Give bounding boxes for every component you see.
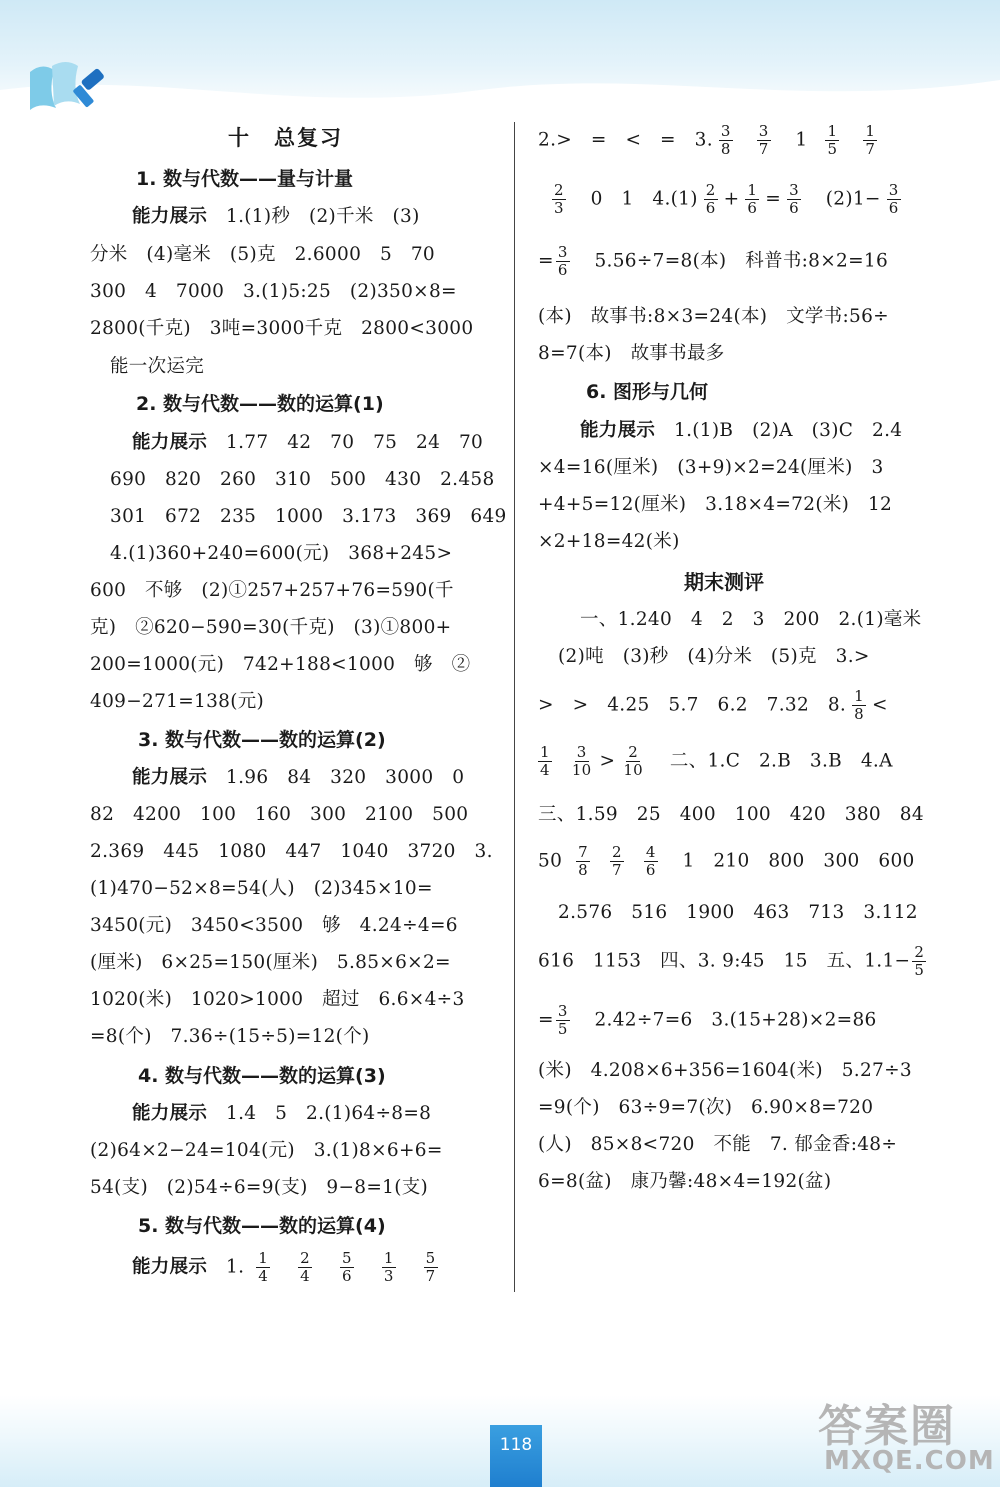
answer-line: 分米 (4)毫米 (5)克 2.6000 5 70 bbox=[90, 244, 435, 265]
ability-label: 能力展示 bbox=[132, 206, 208, 227]
answer-line: 3450(元) 3450<3500 够 4.24÷4=6 bbox=[90, 915, 458, 936]
answer-line: $\frac{2}{3}$ 0 1 4.(1) $\frac{2}{6}$ + $\frac{1}{6}$ = $\frac{3}{6}$ (2)1− $\frac{3}{6}$ bbox=[554, 181, 899, 217]
fraction: $\frac{1}{5}$ bbox=[827, 122, 838, 158]
answer-line: 200=1000(元) 742+188<1000 够 ② bbox=[90, 654, 471, 675]
answer-line: 2.> = < = 3. $\frac{3}{8}$ $\frac{3}{7}$ 1 $\frac{1}{5}$ $\frac{1}{7}$ bbox=[538, 122, 876, 158]
answer-line: 8=7(本) 故事书最多 bbox=[538, 343, 725, 364]
answer-line: 690 820 260 310 500 430 2.458 bbox=[110, 469, 495, 490]
ability-label: 能力展示 bbox=[580, 420, 656, 441]
fraction: $\frac{2}{10}$ bbox=[623, 743, 644, 779]
answer-line: (本) 故事书:8×3=24(本) 文学书:56÷ bbox=[538, 306, 889, 327]
answer-line: 能一次运完 bbox=[110, 356, 205, 377]
answer-line: 616 1153 四、3. 9:45 15 五、1.1− $\frac{2}{5}$ bbox=[538, 943, 925, 979]
answer-line: 三、1.59 25 400 100 420 380 84 bbox=[538, 804, 924, 825]
watermark-text: 答案圈 bbox=[818, 1401, 956, 1452]
answer-line: 600 不够 (2)①257+257+76=590(千 bbox=[90, 580, 454, 601]
fraction: $\frac{5}{6}$ bbox=[341, 1249, 352, 1285]
answer-line: 1020(米) 1020>1000 超过 6.6×4÷3 bbox=[90, 989, 465, 1010]
answer-line: 2.369 445 1080 447 1040 3720 3. bbox=[90, 841, 493, 862]
exam-title: 期末测评 bbox=[684, 570, 764, 594]
ability-label: 能力展示 bbox=[132, 1103, 208, 1124]
fraction: $\frac{2}{3}$ bbox=[554, 181, 564, 217]
answer-text: 1.(1)B (2)A (3)C 2.4 bbox=[674, 420, 903, 441]
answer-line bbox=[132, 1099, 431, 1125]
answer-line: 50 $\frac{7}{8}$ $\frac{2}{7}$ $\frac{4}{6}$ 1 210 800 300 600 bbox=[538, 843, 915, 879]
answer-line: (人) 85×8<720 不能 7. 郁金香:48÷ bbox=[538, 1134, 898, 1155]
answer-line: (1)470−52×8=54(人) (2)345×10= bbox=[90, 878, 433, 899]
page-number: 118 bbox=[490, 1425, 542, 1487]
answer-line: (厘米) 6×25=150(厘米) 5.85×6×2= bbox=[90, 952, 451, 973]
answer-line: +4+5=12(厘米) 3.18×4=72(米) 12 bbox=[538, 494, 893, 515]
ability-label: 能力展示 bbox=[132, 1256, 208, 1278]
fraction: $\frac{3}{10}$ bbox=[571, 743, 592, 779]
answer-line: 克) ②620−590=30(千克) (3)①800+ bbox=[90, 617, 452, 638]
answer-line: > > 4.25 5.7 6.2 7.32 8. $\frac{1}{8}$ < bbox=[538, 687, 888, 723]
fraction: $\frac{1}{4}$ bbox=[540, 743, 550, 779]
ability-label: 能力展示 bbox=[132, 767, 208, 788]
answer-line bbox=[580, 416, 902, 442]
answer-line bbox=[132, 1250, 444, 1285]
answer-line: 6=8(盆) 康乃馨:48×4=192(盆) bbox=[538, 1171, 832, 1192]
answer-line: 82 4200 100 160 300 2100 500 bbox=[90, 804, 469, 825]
answer-text: 1.(1)秒 (2)千米 (3) bbox=[226, 206, 420, 227]
answer-line: (2)64×2−24=104(元) 3.(1)8×6+6= bbox=[90, 1140, 443, 1161]
fraction: $\frac{5}{7}$ bbox=[425, 1249, 436, 1285]
fraction: $\frac{1}{6}$ bbox=[747, 181, 758, 217]
answer-line: = $\frac{3}{5}$ 2.42÷7=6 3.(15+28)×2=86 bbox=[538, 1002, 877, 1038]
section-title: 3. 数与代数——数的运算(2) bbox=[138, 729, 386, 751]
fraction: $\frac{3}{7}$ bbox=[758, 122, 769, 158]
fraction: $\frac{2}{4}$ bbox=[300, 1249, 310, 1285]
section-title: 6. 图形与几何 bbox=[586, 381, 709, 403]
answer-line: 409−271=138(元) bbox=[90, 691, 265, 712]
answer-line: 2.576 516 1900 463 713 3.112 bbox=[558, 902, 918, 923]
answer-line: 300 4 7000 3.(1)5:25 (2)350×8= bbox=[90, 281, 457, 302]
fraction: $\frac{7}{8}$ bbox=[578, 843, 588, 879]
main-title: 十 总复习 bbox=[228, 126, 343, 150]
answer-line: ×2+18=42(米) bbox=[538, 531, 680, 552]
watermark-logo bbox=[818, 1390, 993, 1482]
section-title: 4. 数与代数——数的运算(3) bbox=[138, 1065, 386, 1087]
fraction: $\frac{1}{7}$ bbox=[865, 122, 876, 158]
fraction: $\frac{3}{6}$ bbox=[888, 181, 899, 217]
answer-line: 4.(1)360+240=600(元) 368+245> bbox=[110, 543, 453, 564]
fraction: $\frac{3}{6}$ bbox=[557, 243, 568, 279]
fraction: $\frac{3}{6}$ bbox=[789, 181, 799, 217]
answer-line: 一、1.240 4 2 3 200 2.(1)毫米 bbox=[580, 609, 922, 630]
section-title: 5. 数与代数——数的运算(4) bbox=[138, 1215, 386, 1237]
answer-line bbox=[132, 428, 483, 454]
answer-text: 1.96 84 320 3000 0 bbox=[226, 767, 465, 788]
header-wave-decoration bbox=[0, 60, 1000, 130]
answer-line bbox=[132, 202, 420, 228]
answer-line: $\frac{1}{4}$ $\frac{3}{10}$ > $\frac{2}{10}$ 二、1.C 2.B 3.B 4.A bbox=[540, 743, 893, 779]
answer-line: =8(个) 7.36÷(15÷5)=12(个) bbox=[90, 1026, 370, 1047]
answer-line: =9(个) 63÷9=7(次) 6.90×8=720 bbox=[538, 1097, 874, 1118]
fraction: $\frac{1}{3}$ bbox=[383, 1249, 394, 1285]
answer-line: = $\frac{3}{6}$ 5.56÷7=8(本) 科普书:8×2=16 bbox=[538, 243, 889, 279]
fraction: $\frac{2}{6}$ bbox=[705, 181, 716, 217]
answer-line: 2800(千克) 3吨=3000千克 2800<3000 bbox=[90, 318, 474, 339]
fraction: $\frac{1}{8}$ bbox=[854, 687, 864, 723]
answer-text: 1. bbox=[226, 1256, 245, 1278]
answer-line: 301 672 235 1000 3.173 369 649 bbox=[110, 506, 507, 527]
answer-text: 1.77 42 70 75 24 70 bbox=[226, 432, 484, 453]
fraction: $\frac{4}{6}$ bbox=[645, 843, 656, 879]
fraction: $\frac{3}{5}$ bbox=[557, 1002, 568, 1038]
fraction: $\frac{2}{7}$ bbox=[611, 843, 622, 879]
fraction: $\frac{1}{4}$ bbox=[258, 1249, 269, 1285]
ability-label: 能力展示 bbox=[132, 432, 208, 453]
section-title: 1. 数与代数——量与计量 bbox=[136, 168, 354, 190]
answer-text: 1.4 5 2.(1)64÷8=8 bbox=[226, 1103, 432, 1124]
answer-line: ×4=16(厘米) (3+9)×2=24(厘米) 3 bbox=[538, 457, 884, 478]
answer-line bbox=[132, 763, 464, 789]
column-divider bbox=[514, 122, 515, 1292]
book-logo-icon bbox=[22, 52, 112, 122]
fraction: $\frac{3}{8}$ bbox=[720, 122, 731, 158]
answer-line: (米) 4.208×6+356=1604(米) 5.27÷3 bbox=[538, 1060, 912, 1081]
fraction: $\frac{2}{5}$ bbox=[914, 943, 925, 979]
answer-line: 54(支) (2)54÷6=9(支) 9−8=1(支) bbox=[90, 1177, 429, 1198]
watermark-url: MXQE.COM bbox=[824, 1446, 995, 1476]
section-title: 2. 数与代数——数的运算(1) bbox=[136, 393, 384, 415]
answer-line: (2)吨 (3)秒 (4)分米 (5)克 3.> bbox=[558, 646, 870, 667]
